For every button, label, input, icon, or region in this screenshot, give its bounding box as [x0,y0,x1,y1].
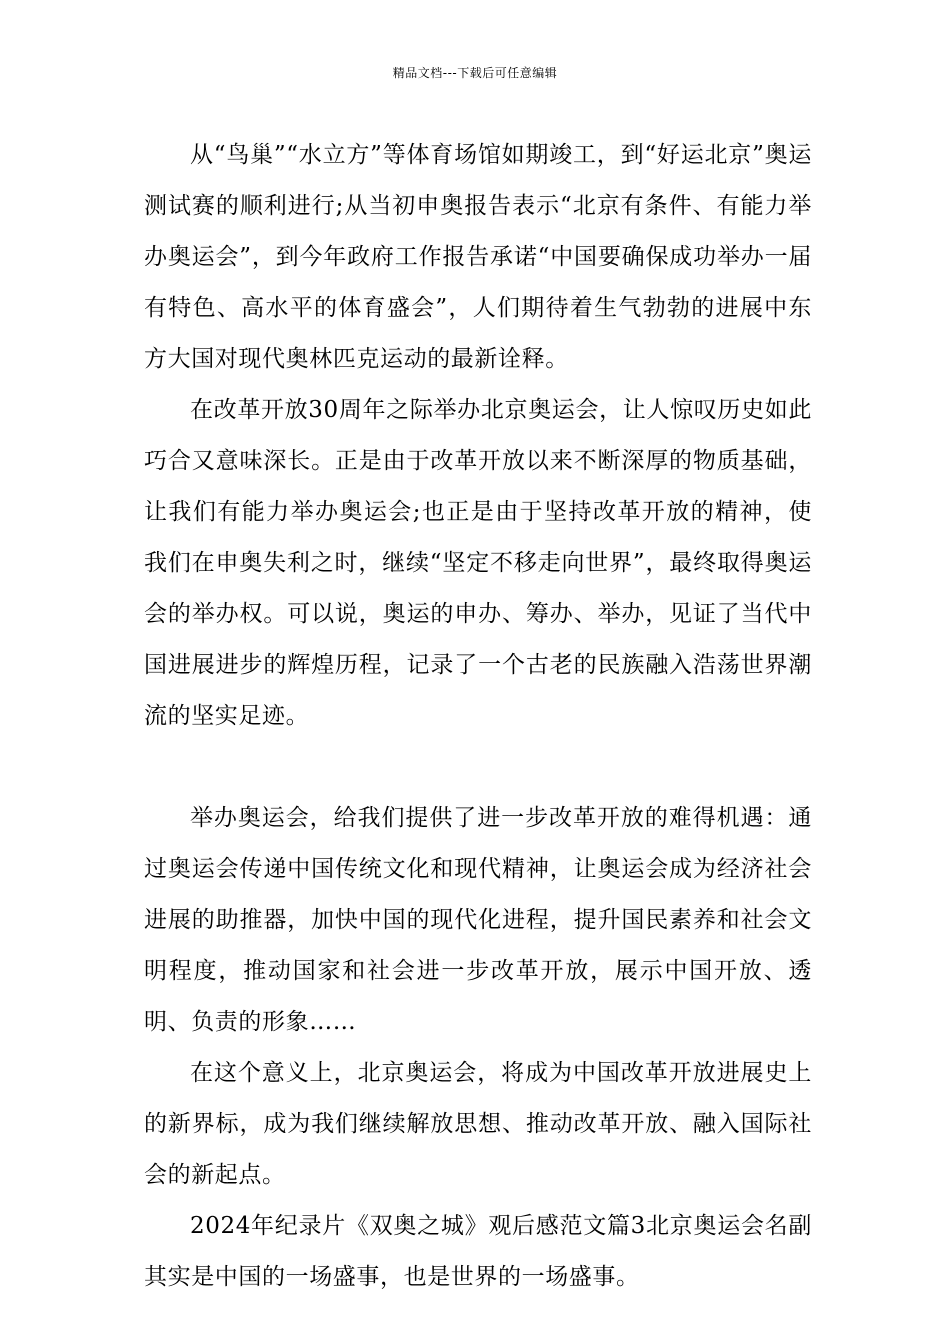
paragraph-2: 在改革开放30周年之际举办北京奥运会，让人惊叹历史如此巧合又意味深长。正是由于改革开放以来不断深厚的物质基础，让我们有能力举办奥运会;也正是由于坚持改革开放的精神，使我们在申奥失利之时，继续“坚定不移走向世界”，最终取得奥运会的举办权。可以说，奥运的申办、筹办、举办，见证了当代中国进展进步的辉煌历程，记录了一个古老的民族融入浩荡世界潮流的坚实足迹。 [144,397,812,729]
document-body [144,130,812,1303]
paragraph-3: 举办奥运会，给我们提供了进一步改革开放的难得机遇：通过奥运会传递中国传统文化和现代精神，让奥运会成为经济社会进展的助推器，加快中国的现代化进程，提升国民素养和社会文明程度，推动国家和社会进一步改革开放，展示中国开放、透明、负责的形象…… [144,805,812,1035]
paragraph-1: 从“鸟巢”“水立方”等体育场馆如期竣工，到“好运北京”奥运测试赛的顺利进行;从当初申奥报告表示“北京有条件、有能力举办奥运会”，到今年政府工作报告承诺“中国要确保成功举办一届有特色、高水平的体育盛会”，人们期待着生气勃勃的进展中东方大国对现代奥林匹克运动的最新诠释。 [144,142,812,372]
paragraph-4: 在这个意义上，北京奥运会，将成为中国改革开放进展史上的新界标，成为我们继续解放思想、推动改革开放、融入国际社会的新起点。 [144,1060,812,1188]
page-header: 精品文档---下载后可任意编辑 [392,66,558,80]
paragraph-5: 2024年纪录片《双奥之城》观后感范文篇3北京奥运会名副其实是中国的一场盛事，也是世界的一场盛事。 [144,1213,812,1290]
